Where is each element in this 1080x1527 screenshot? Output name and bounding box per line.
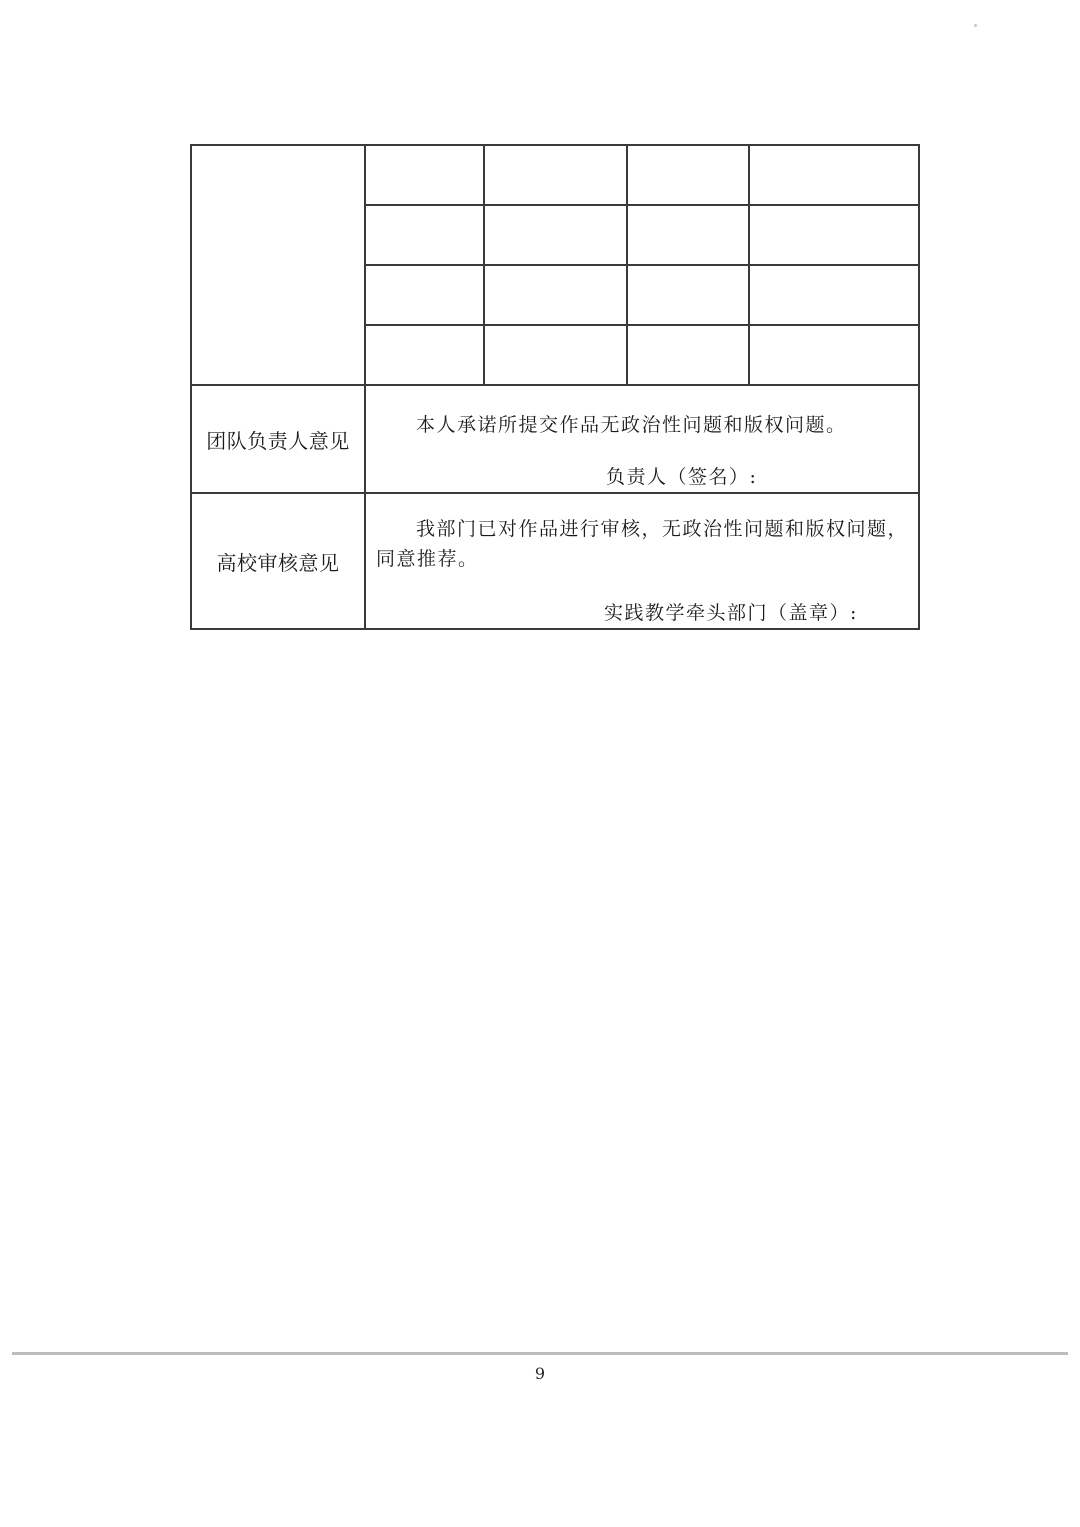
blank-cell[interactable] — [627, 145, 749, 205]
blank-cell[interactable] — [484, 145, 627, 205]
department-stamp-line: 实践教学牵头部门（盖章）: — [604, 602, 858, 624]
blank-cell[interactable] — [627, 265, 749, 325]
application-form-table — [190, 144, 920, 630]
blank-cell[interactable] — [365, 145, 484, 205]
blank-cell[interactable] — [749, 325, 919, 385]
blank-cell[interactable] — [749, 205, 919, 265]
blank-cell[interactable] — [484, 265, 627, 325]
team-leader-opinion-row — [191, 385, 919, 493]
school-review-cell — [365, 493, 919, 629]
school-review-text: 我部门已对作品进行审核，无政治性问题和版权问题，同意推荐。 — [376, 518, 909, 570]
member-row — [191, 145, 919, 205]
blank-cell[interactable] — [749, 145, 919, 205]
school-review-opinion-row — [191, 493, 919, 629]
team-leader-opinion-label: 团队负责人意见 — [191, 385, 365, 493]
blank-cell[interactable] — [484, 325, 627, 385]
footer-divider — [12, 1352, 1068, 1355]
team-leader-opinion-cell — [365, 385, 919, 493]
team-leader-signature-line: 负责人（签名）: — [606, 466, 758, 488]
team-leader-commitment-text: 本人承诺所提交作品无政治性问题和版权问题。 — [416, 414, 847, 436]
school-review-label: 高校审核意见 — [191, 493, 365, 629]
blank-cell[interactable] — [365, 325, 484, 385]
blank-cell[interactable] — [365, 265, 484, 325]
member-group-label-cell — [191, 145, 365, 385]
page-number: 9 — [534, 1364, 546, 1383]
blank-cell[interactable] — [484, 205, 627, 265]
scan-speck — [974, 24, 977, 27]
blank-cell[interactable] — [749, 265, 919, 325]
blank-cell[interactable] — [365, 205, 484, 265]
blank-cell[interactable] — [627, 205, 749, 265]
blank-cell[interactable] — [627, 325, 749, 385]
